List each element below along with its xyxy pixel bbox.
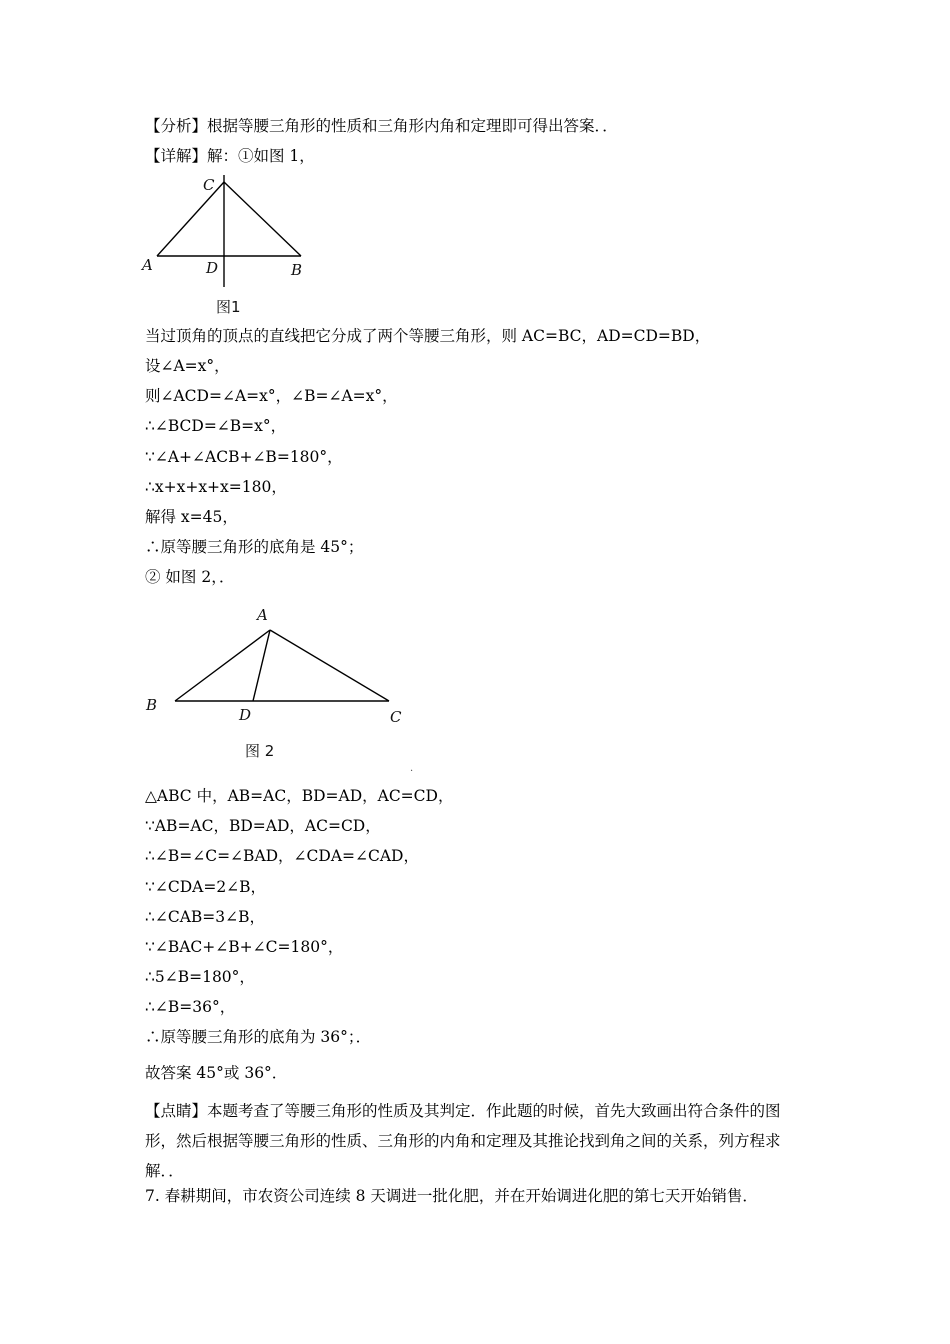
case1-line-7: 解得 x=45， — [145, 508, 238, 526]
detail-intro: 【详解】解：①如图 1， — [145, 147, 315, 165]
case2-line-1: △ABC 中，AB=AC，BD=AD，AC=CD， — [145, 787, 454, 805]
analysis-line: 【分析】根据等腰三角形的性质和三角形内角和定理即可得出答案．． — [145, 117, 618, 135]
case2-line-5: ∴∠CAB=3∠B， — [145, 908, 266, 926]
case2-line-7: ∴5∠B=180°， — [145, 968, 255, 986]
case2-line-3: ∴∠B=∠C=∠BAD，∠CDA=∠CAD， — [145, 847, 419, 865]
side-ac — [270, 630, 389, 701]
label-b: B — [291, 261, 303, 279]
next-question: 7. 春耕期间，市农资公司连续 8 天调进一批化肥，并在开始调进化肥的第七天开始销售． — [145, 1187, 758, 1205]
case1-line-8: ∴原等腰三角形的底角是 45°； — [145, 538, 364, 556]
case1-line-4: ∴∠BCD=∠B=x°， — [145, 417, 287, 435]
case2-line-6: ∵∠BAC+∠B+∠C=180°， — [145, 938, 344, 956]
case2-line-9: ∴原等腰三角形的底角为 36°；． — [145, 1028, 372, 1046]
answer-line: 故答案 45°或 36°． — [145, 1064, 288, 1082]
figure-2 — [0, 600, 430, 765]
label-c: C — [203, 176, 215, 194]
side-bc — [224, 182, 301, 256]
label-a: A — [142, 256, 153, 274]
case2-line-8: ∴∠B=36°， — [145, 998, 236, 1016]
case1-line-3: 则∠ACD=∠A=x°，∠B=∠A=x°， — [145, 387, 398, 405]
case1-line-5: ∵∠A+∠ACB+∠B=180°， — [145, 448, 343, 466]
comment-paragraph: 【点睛】本题考查了等腰三角形的性质及其判定．作此题的时候，首先大致画出符合条件的图形，然后根据等腰三角形的性质、三角形的内角和定理及其推论找到角之间的关系，列方程求解．． — [145, 1102, 781, 1180]
figure-1-caption: 图1 — [216, 298, 241, 316]
case1-line-9: ② 如图 2，． — [145, 568, 235, 586]
case1-line-2: 设∠A=x°， — [145, 357, 230, 375]
label-b: B — [146, 696, 158, 714]
label-d: D — [206, 259, 219, 277]
stray-mark: · — [410, 766, 414, 777]
label-c: C — [390, 708, 402, 726]
case1-line-1: 当过顶角的顶点的直线把它分成了两个等腰三角形，则 AC=BC，AD=CD=BD， — [145, 327, 711, 345]
figure-1 — [0, 170, 330, 320]
case2-line-2: ∵AB=AC，BD=AD，AC=CD， — [145, 817, 381, 835]
case1-line-6: ∴x+x+x+x=180， — [145, 478, 287, 496]
case2-line-4: ∵∠CDA=2∠B， — [145, 878, 267, 896]
label-a: A — [257, 606, 268, 624]
label-d: D — [239, 706, 252, 724]
figure-2-caption: 图 2 — [245, 742, 275, 760]
